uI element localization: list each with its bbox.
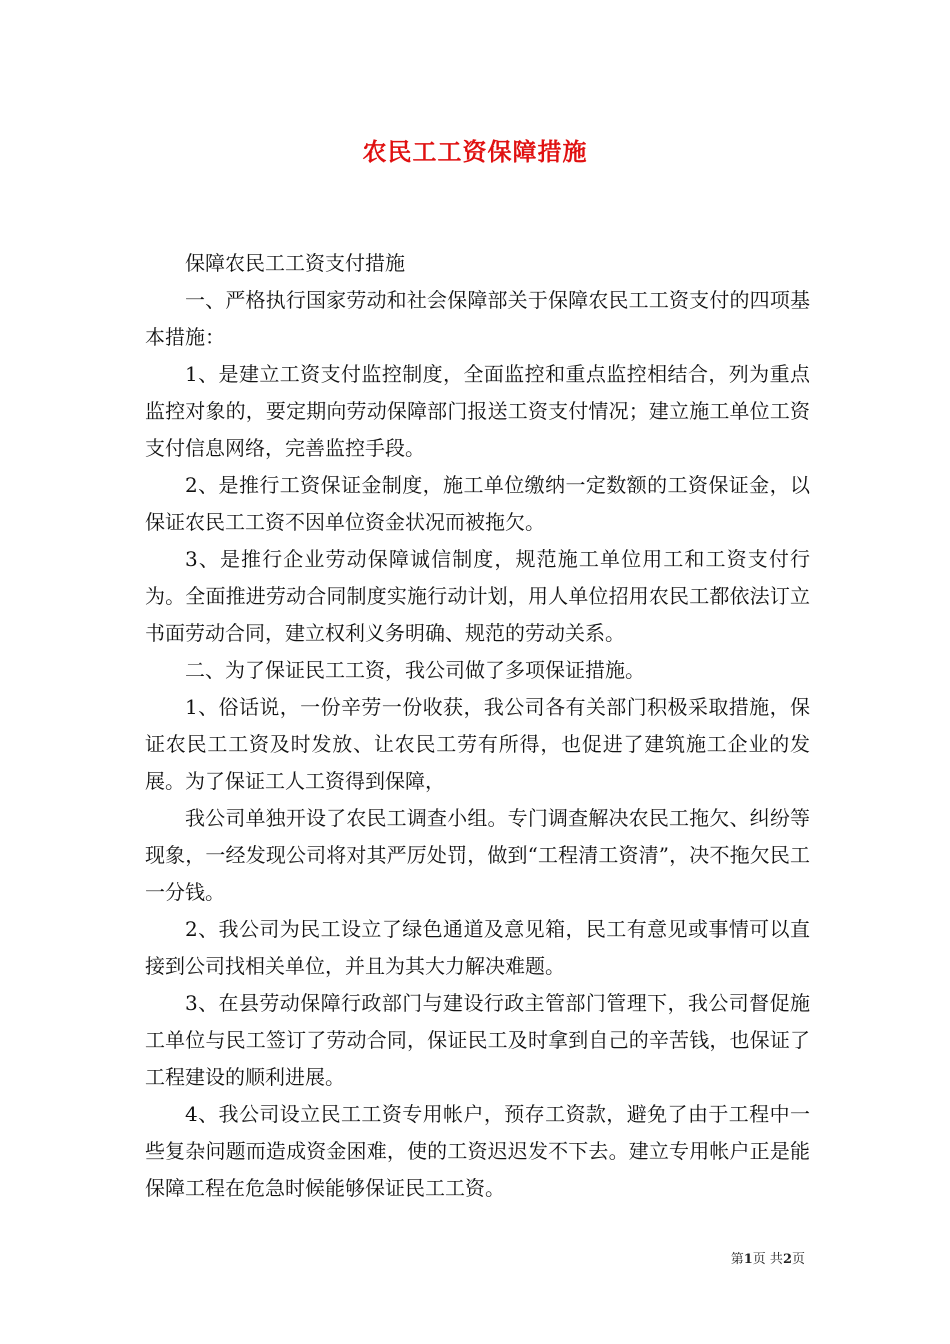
paragraph-item: 我公司单独开设了农民工调查小组。专门调查解决农民工拖欠、纠纷等现象，一经发现公司将对其严厉处罚，做到“工程清工资清”，决不拖欠民工一分钱。 bbox=[145, 806, 810, 904]
current-page-number: 1 bbox=[743, 1252, 753, 1267]
paragraph-section-two: 二、为了保证民工工资，我公司做了多项保证措施。 bbox=[185, 658, 645, 682]
footer-middle: 页 共 bbox=[752, 1252, 783, 1267]
paragraph-item: 2、是推行工资保证金制度，施工单位缴纳一定数额的工资保证金，以保证农民工工资不因单位资金状况而被拖欠。 bbox=[145, 473, 810, 534]
paragraph-item: 2、我公司为民工设立了绿色通道及意见箱，民工有意见或事情可以直接到公司找相关单位，并且为其大力解决难题。 bbox=[145, 917, 810, 978]
paragraph-section-one: 一、严格执行国家劳动和社会保障部关于保障农民工工资支付的四项基本措施： bbox=[145, 288, 810, 349]
paragraph-item: 3、在县劳动保障行政部门与建设行政主管部门管理下，我公司督促施工单位与民工签订了劳动合同，保证民工及时拿到自己的辛苦钱，也保证了工程建设的顺利进展。 bbox=[145, 991, 810, 1089]
paragraph-item: 1、俗话说，一份辛劳一份收获，我公司各有关部门积极采取措施，保证农民工工资及时发放、让农民工劳有所得，也促进了建筑施工企业的发展。为了保证工人工资得到保障， bbox=[145, 695, 810, 793]
document-title: 农民工工资保障措施 bbox=[362, 137, 588, 166]
document-body bbox=[145, 245, 810, 1207]
total-page-number: 2 bbox=[782, 1252, 792, 1267]
paragraph-item: 3、是推行企业劳动保障诚信制度，规范施工单位用工和工资支付行为。全面推进劳动合同制度实施行动计划，用人单位招用农民工都依法订立书面劳动合同，建立权利义务明确、规范的劳动关系。 bbox=[145, 547, 810, 645]
footer-prefix: 第 bbox=[730, 1252, 744, 1267]
page-number-footer bbox=[731, 1248, 805, 1267]
paragraph-item: 4、我公司设立民工工资专用帐户，预存工资款，避免了由于工程中一些复杂问题而造成资金困难，使的工资迟迟发不下去。建立专用帐户正是能保障工程在危急时候能够保证民工工资。 bbox=[145, 1102, 810, 1200]
paragraph-heading: 保障农民工工资支付措施 bbox=[185, 251, 405, 275]
paragraph-item: 1、是建立工资支付监控制度，全面监控和重点监控相结合，列为重点监控对象的，要定期向劳动保障部门报送工资支付情况；建立施工单位工资支付信息网络，完善监控手段。 bbox=[145, 362, 810, 460]
footer-suffix: 页 bbox=[791, 1252, 805, 1267]
